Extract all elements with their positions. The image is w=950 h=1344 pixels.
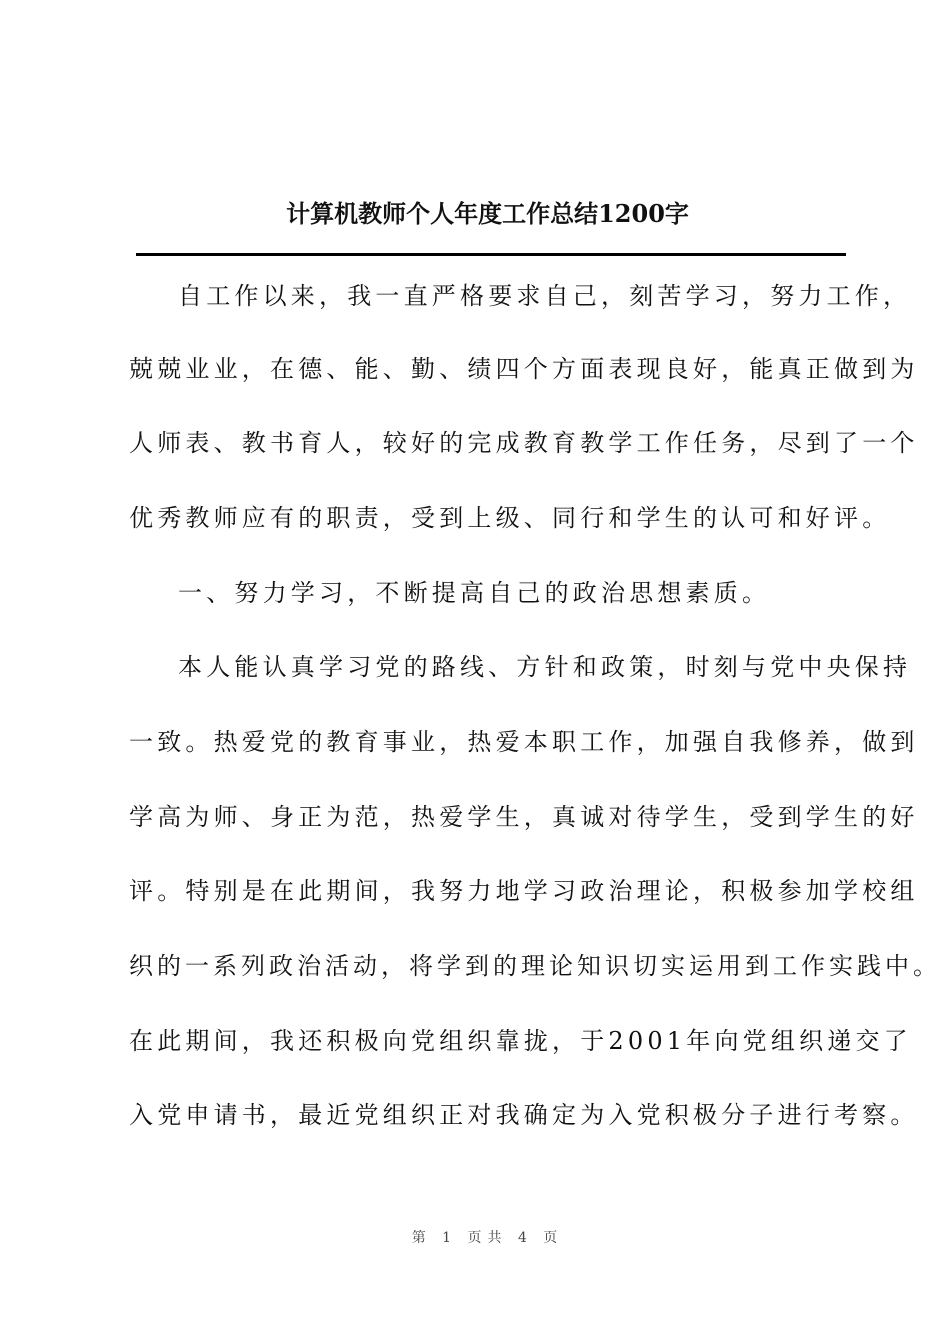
title-underline — [136, 253, 846, 256]
paragraph-line: 织的一系列政治活动，将学到的理论知识切实运用到工作实践中。 — [129, 952, 941, 980]
paragraph-line: 优秀教师应有的职责，受到上级、同行和学生的认可和好评。 — [129, 504, 891, 532]
paragraph-line: 在此期间，我还积极向党组织靠拢，于2001年向党组织递交了 — [129, 1027, 912, 1055]
section-heading: 一、努力学习，不断提高自己的政治思想素质。 — [178, 579, 771, 607]
paragraph-line: 自工作以来，我一直严格要求自己，刻苦学习，努力工作， — [178, 282, 912, 310]
paragraph-line: 一致。热爱党的教育事业，热爱本职工作，加强自我修养，做到 — [129, 728, 919, 756]
page-footer: 第 1 页共 4 页 — [411, 1230, 564, 1246]
paragraph-line: 兢兢业业，在德、能、勤、绩四个方面表现良好，能真正做到为 — [129, 355, 919, 383]
document-title: 计算机教师个人年度工作总结1200字 — [286, 199, 689, 228]
paragraph-line: 本人能认真学习党的路线、方针和政策，时刻与党中央保持 — [178, 653, 912, 681]
paragraph-line: 学高为师、身正为范，热爱学生，真诚对待学生，受到学生的好 — [129, 803, 919, 831]
paragraph-line: 人师表、教书育人，较好的完成教育教学工作任务，尽到了一个 — [129, 429, 919, 457]
paragraph-line: 评。特别是在此期间，我努力地学习政治理论，积极参加学校组 — [129, 877, 919, 905]
paragraph-line: 入党申请书，最近党组织正对我确定为入党积极分子进行考察。 — [129, 1101, 919, 1129]
